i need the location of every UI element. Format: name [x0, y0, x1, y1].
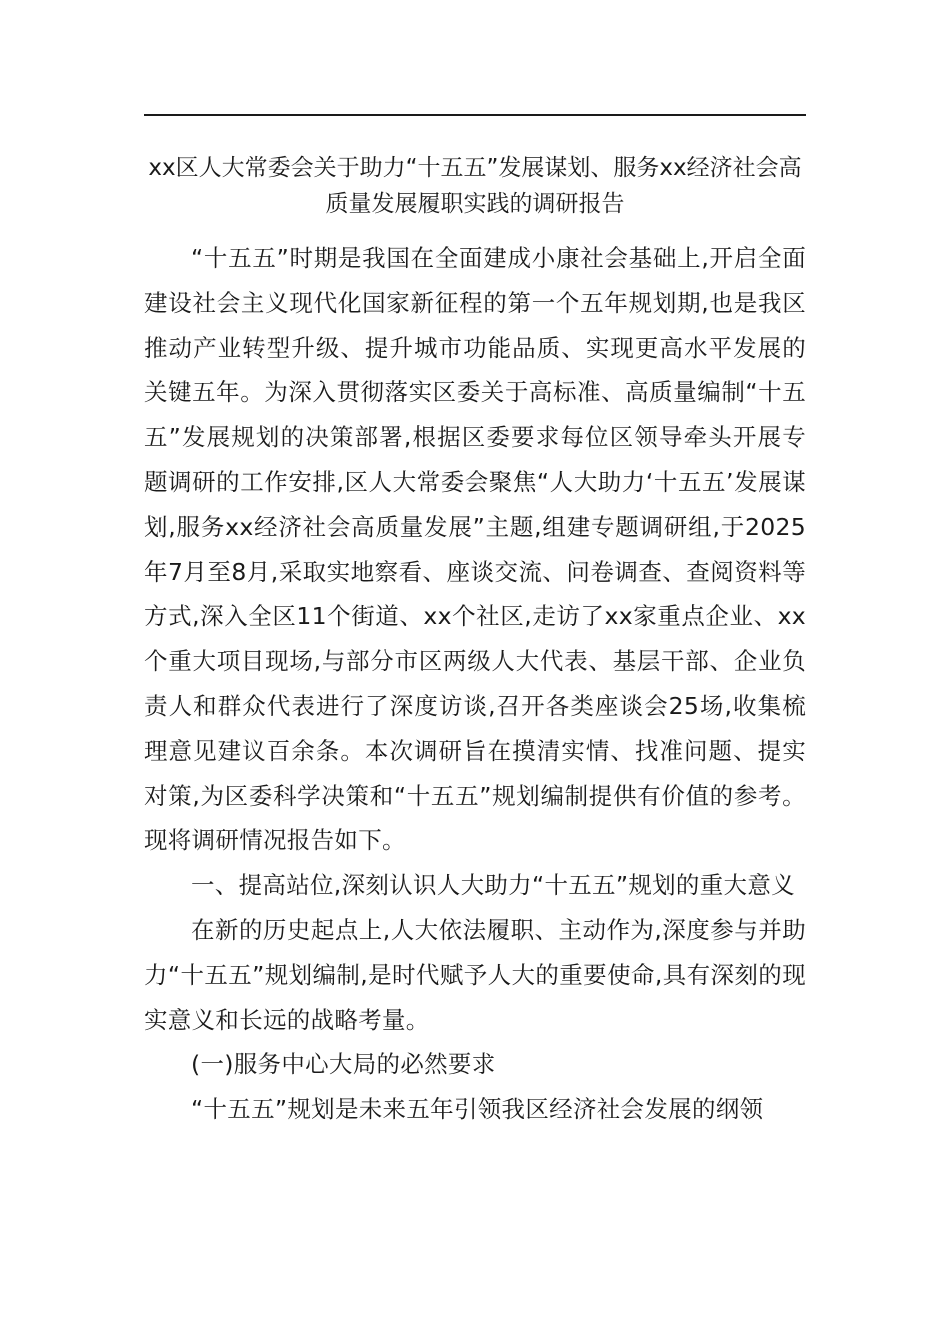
- document-body: [144, 236, 806, 1132]
- header-rule: [144, 114, 806, 116]
- document-title: xx区人大常委会关于助力“十五五”发展谋划、服务xx经济社会高质量发展履职实践的调研报告: [148, 155, 802, 217]
- subsection-heading-1: (一)服务中心大局的必然要求: [191, 1050, 496, 1079]
- section-heading-1: 一、提高站位,深刻认识人大助力“十五五”规划的重大意义: [191, 871, 795, 900]
- subsection-1-paragraph: “十五五”规划是未来五年引领我区经济社会发展的纲领: [191, 1095, 764, 1124]
- intro-paragraph: “十五五”时期是我国在全面建成小康社会基础上,开启全面建设社会主义现代化国家新征程的第一个五年规划期,也是我区推动产业转型升级、提升城市功能品质、实现更高水平发展的关键五年。为深入贯彻落实区委关于高标准、高质量编制“十五五”发展规划的决策部署,根据区委要求每位区领导牵头开展专题调研的工作安排,区人大常委会聚焦“人大助力‘十五五’发展谋划,服务xx经济社会高质量发展”主题,组建专题调研组,于2025年7月至8月,采取实地察看、座谈交流、问卷调查、查阅资料等方式,深入全区11个街道、xx个社区,走访了xx家重点企业、xx个重大项目现场,与部分市区两级人大代表、基层干部、企业负责人和群众代表进行了深度访谈,召开各类座谈会25场,收集梳理意见建议百余条。本次调研旨在摸清实情、找准问题、提实对策,为区委科学决策和“十五五”规划编制提供有价值的参考。现将调研情况报告如下。: [144, 244, 806, 855]
- section-1-paragraph: 在新的历史起点上,人大依法履职、主动作为,深度参与并助力“十五五”规划编制,是时代赋予人大的重要使命,具有深刻的现实意义和长远的战略考量。: [144, 915, 806, 1034]
